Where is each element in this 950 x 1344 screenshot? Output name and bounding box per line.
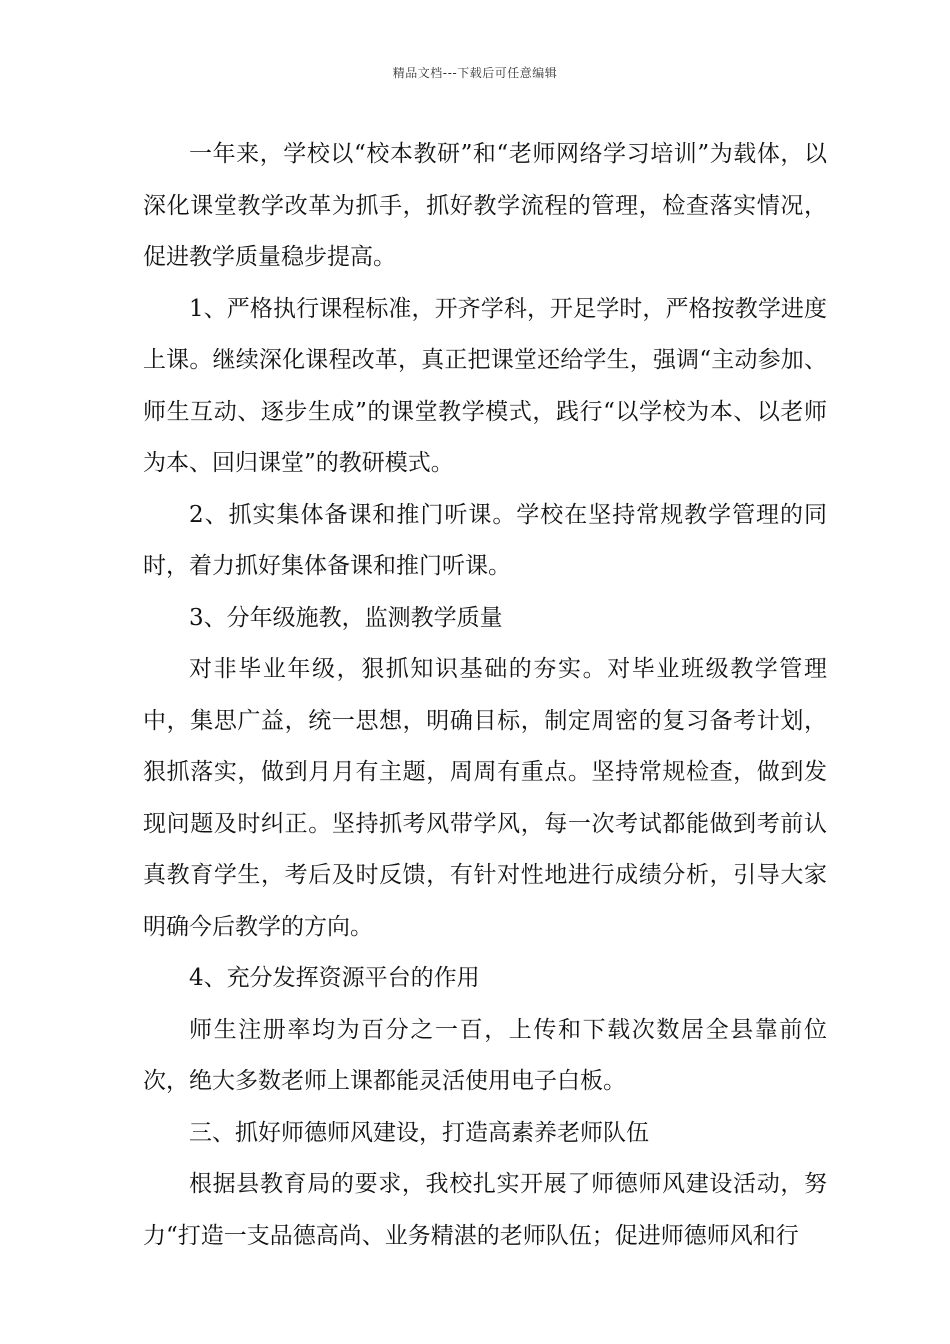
document-body bbox=[143, 129, 827, 1262]
paragraph-item-2: 2、抓实集体备课和推门听课。学校在坚持常规教学管理的同时，着力抓好集体备课和推门听课。 bbox=[143, 501, 827, 579]
paragraph-item-3-heading: 3、分年级施教，监测教学质量 bbox=[189, 604, 503, 631]
paragraph-item-4-body: 师生注册率均为百分之一百，上传和下载次数居全县靠前位次，绝大多数老师上课都能灵活使用电子白板。 bbox=[143, 1016, 827, 1094]
section-heading-3: 三、抓好师德师风建设，打造高素养老师队伍 bbox=[189, 1119, 649, 1146]
paragraph-item-3-body: 对非毕业年级，狠抓知识基础的夯实。对毕业班级教学管理中，集思广益，统一思想，明确目标，制定周密的复习备考计划，狠抓落实，做到月月有主题，周周有重点。坚持常规检查，做到发现问题及时纠正。坚持抓考风带学风，每一次考试都能做到考前认真教育学生，考后及时反馈，有针对性地进行成绩分析，引导大家明确今后教学的方向。 bbox=[143, 656, 827, 940]
page-header: 精品文档---下载后可任意编辑 bbox=[392, 66, 558, 80]
paragraph-section-3-body: 根据县教育局的要求，我校扎实开展了师德师风建设活动，努力“打造一支品德高尚、业务精湛的老师队伍；促进师德师风和行 bbox=[143, 1171, 827, 1249]
paragraph-intro: 一年来，学校以“校本教研”和“老师网络学习培训”为载体，以深化课堂教学改革为抓手，抓好教学流程的管理，检查落实情况，促进教学质量稳步提高。 bbox=[143, 141, 827, 270]
paragraph-item-1: 1、严格执行课程标准，开齐学科，开足学时，严格按教学进度上课。继续深化课程改革，真正把课堂还给学生，强调“主动参加、师生互动、逐步生成”的课堂教学模式，践行“以学校为本、以老师为本、回归课堂”的教研模式。 bbox=[143, 295, 827, 476]
paragraph-item-4-heading: 4、充分发挥资源平台的作用 bbox=[189, 965, 480, 991]
